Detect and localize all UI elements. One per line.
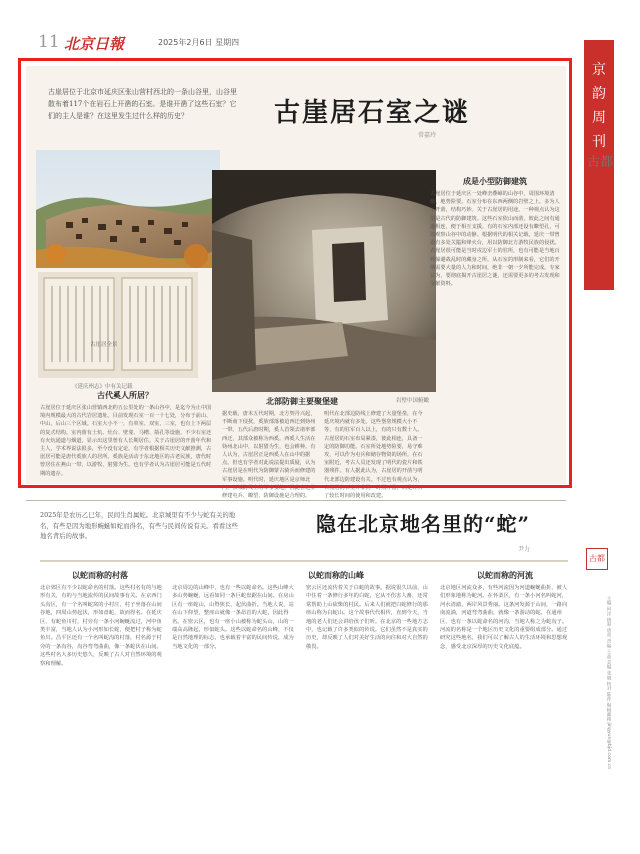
- snake-title: 隐在北京地名里的“蛇”: [316, 512, 531, 536]
- section-band-label: 京韵周刊: [592, 62, 606, 150]
- feature-intro: 古崖居位于北京市延庆区张山营村西北的一条山谷里，山谷里散布着117个在岩石上开凿的石室。是谁开凿了这些石室？它们的主人是谁？在这里发生过什么样的历史？: [48, 88, 237, 120]
- heading-northwest: 北部防御主要聚堡建: [266, 397, 338, 406]
- heading-villages: 以蛇而称的村落: [72, 571, 128, 580]
- column-right: 古崖居位于延庆区一处峰峦叠嶂的山谷中，周围环境清幽，地势险要。石室分布在东西两侧的岩壁之上，多为人工开凿，结构巧妙。关于古崖居的用途，一种观点认为这里是古代的防御建筑。这些石室依山而凿，彼此之间有通道相连，便于相互支援。有的石室内部还设有瞭望孔，可以观察山谷中的动静。根据明代的相关记载，延庆一带曾设有多处关隘和烽火台，用以防御北方游牧民族的侵扰。古崖居很可能是当时戍边军士的驻所，也有可能是当地百姓躲避战乱时的藏身之所。从石室的形制来看，它们的开凿需要大量的人力和时间，绝非一朝一夕所能完成。专家认为，要彻底揭开古崖居之谜，还需要更多的考古发现和文献资料。: [430, 191, 560, 288]
- section-divider: [26, 500, 566, 501]
- docs-caption: 《延庆州志》中有关记载: [72, 384, 133, 390]
- snake-column-2: 北京周边的山峰中，也有一些以蛇命名。这些山峰大多山势蜿蜒，远看如同一条巨蛇盘踞在山间。在房山区有一座蛇山，山脊狭长，起伏曲折。当地人说，站在山下仰望，整座山就像一条昂首的大蛇，因此得名。在密云区，也有一座小山被称为蛇头山，山的一端高高隆起，形似蛇头。这些以蛇命名的山峰，不仅是自然地理的标志，也承载着丰富的民间传说，成为当地文化的一部分。: [172, 585, 294, 650]
- heading-mountains: 以蛇而称的山峰: [308, 571, 364, 580]
- issue-date: 2025年2月6日 星期四: [158, 38, 240, 47]
- editorial-credits: 主编 何洋 统筹 唐亮 责编 王晶 美编 张晓 校对 陈萍 编辑邮箱 jingyun@bjd.com.cn: [606, 596, 611, 770]
- feature-byline: 常嘉玲: [418, 132, 437, 139]
- snake-intro: 2025年是农历乙巳年，民间生肖属蛇。北京城里有不少与蛇有关的地名，有些是因为地形蜿蜒如蛇而得名，有些与民间传说有关。看看这些地名背后的故事。: [40, 511, 239, 540]
- feature-title: 古崖居石室之谜: [274, 98, 471, 128]
- snake-rule: [40, 560, 568, 562]
- snake-column-1: 北京郊区有不少以蛇命名的村落。这些村名有的与地形有关，有的与当地流传的民间故事有关。在京西门头沟区，有一个名叫蛇窝的小村庄，村子坐落在山间谷地，四周山势起伏，形如盘蛇，故而得名。在延庆区，有蛇鱼川村，村旁有一条小河蜿蜒流过，河中鱼类丰富，当地人认为小河形如长蛇，便把村子称为蛇鱼川。昌平区还有一个名叫蛇沟的村落，村名源于村旁的一条沟谷，沟谷弯弯曲曲，像一条蛇伏在山间。这些村名大多历史悠久，反映了古人对自然环境的观察和理解。: [40, 585, 162, 667]
- snake-column-3: 密云区还流传着关于白蛇的故事。据说很久以前，山中住着一条修行多年的白蛇，它从不伤害人畜，还常常帮助上山砍柴的村民。后来人们就把白蛇修行的那座山称为白蛇山。这个故事代代相传，直到今天，当地的老人们还会讲给孩子们听。在北京的一些地方志中，也记载了许多类似的传说。它们虽然不是真实的历史，却反映了人们对美好生活的向往和对大自然的敬畏。: [306, 585, 428, 650]
- column-left: 古崖居位于延庆区张山营镇西北约五公里处的一条山谷中，是迄今为止中国境内规模最大的古代岩居遗址。目前发现石室一百一十七处，分布于前山、中山、后山三个区域。石室大小不一，有单室、双室、三室，也有上下两层的复式结构。室内凿有土炕、灶台、壁龛、马槽、箭孔等设施，不少石室还有火炕通道与烟道，显示出这里曾有人长期居住。关于古崖居的开凿年代和主人，学术界说法很多，至今没有定论。有学者根据相关历史文献推测，古崖居可能是唐代奚族人的居所。奚族是活动于东北地区的古老民族，唐代时曾居住在燕山一带，以游牧、射猎为生。也有学者认为古崖居可能是五代时期的遗存。: [40, 405, 212, 477]
- heading-rivers: 以蛇而称的河流: [477, 571, 533, 580]
- highlight-frame: [18, 58, 572, 500]
- section-badge: 古都: [586, 548, 608, 570]
- column-mid-right: 明代在北部边防线上修建了大量堡垒，在今延庆境内就有多处。这些堡垒规模大小不等，有的驻军百人以上，有的只有数十人。古崖居的石室布局紧凑，彼此相连，具备一定的防御功能。石室所处地势险要，易守难攻，可以作为屯兵和储存物资的场所。在石室附近，考古人员还发现了明代的瓷片和铁器残件。有人据此认为，古崖居的开凿与明代北部边防建设有关。不过也有观点认为，古崖居的石室并非同一时期开凿，而是经历了较长时间的使用和改建。: [324, 411, 423, 500]
- page-number: 11: [38, 32, 60, 52]
- interior-caption: 岩壁中国俯瞰: [396, 398, 430, 404]
- cave-photo-caption: 古崖居全景: [90, 342, 118, 348]
- snake-column-4: 北京地区河流众多，有些河流因为河道蜿蜒曲折，被人们形象地称为蛇河。在怀柔区，有一条小河名叫蛇河，河水清澈，两岸风景秀丽。这条河发源于山间，一路向南流淌，河道弯弯曲曲，就像一条游动的蛇。在通州区，也有一条以蛇命名的河沟，当地人称之为蛇沟子。河流的名称是一个地区历史文化的重要组成部分。通过研究这些地名，我们可以了解古人的生活环境和思想观念，感受北京深厚的历史文化底蕴。: [440, 585, 568, 650]
- column-mid-left: 据史载，唐末五代时期，北方契丹兴起，不断南下侵扰，奚族部落被迫西迁到妫州一带。五代后唐时期，奚人首领去诸率部西迁，其部众被称为西奚。西奚人生活在妫州北山中，以射猎为生，也会耕种。有人认为，古崖居正是西奚人在山中的据点。但也有学者对此说法提出质疑，认为古崖居是在明代为防御蒙古骑兵而修建的军事设施。明代时，延庆地区是京师北门，长城防线上的军事要地，因此在这里修建屯兵、瞭望、防御设施是合理的。: [222, 411, 316, 500]
- section-sub-label: 古都: [586, 155, 613, 170]
- paper-name: 北京日報: [64, 35, 125, 53]
- heading-residence: 古代奚人所居？: [97, 391, 153, 400]
- snake-byline: 尹力: [518, 546, 531, 553]
- heading-defense: 成是小型防御建筑: [463, 177, 527, 186]
